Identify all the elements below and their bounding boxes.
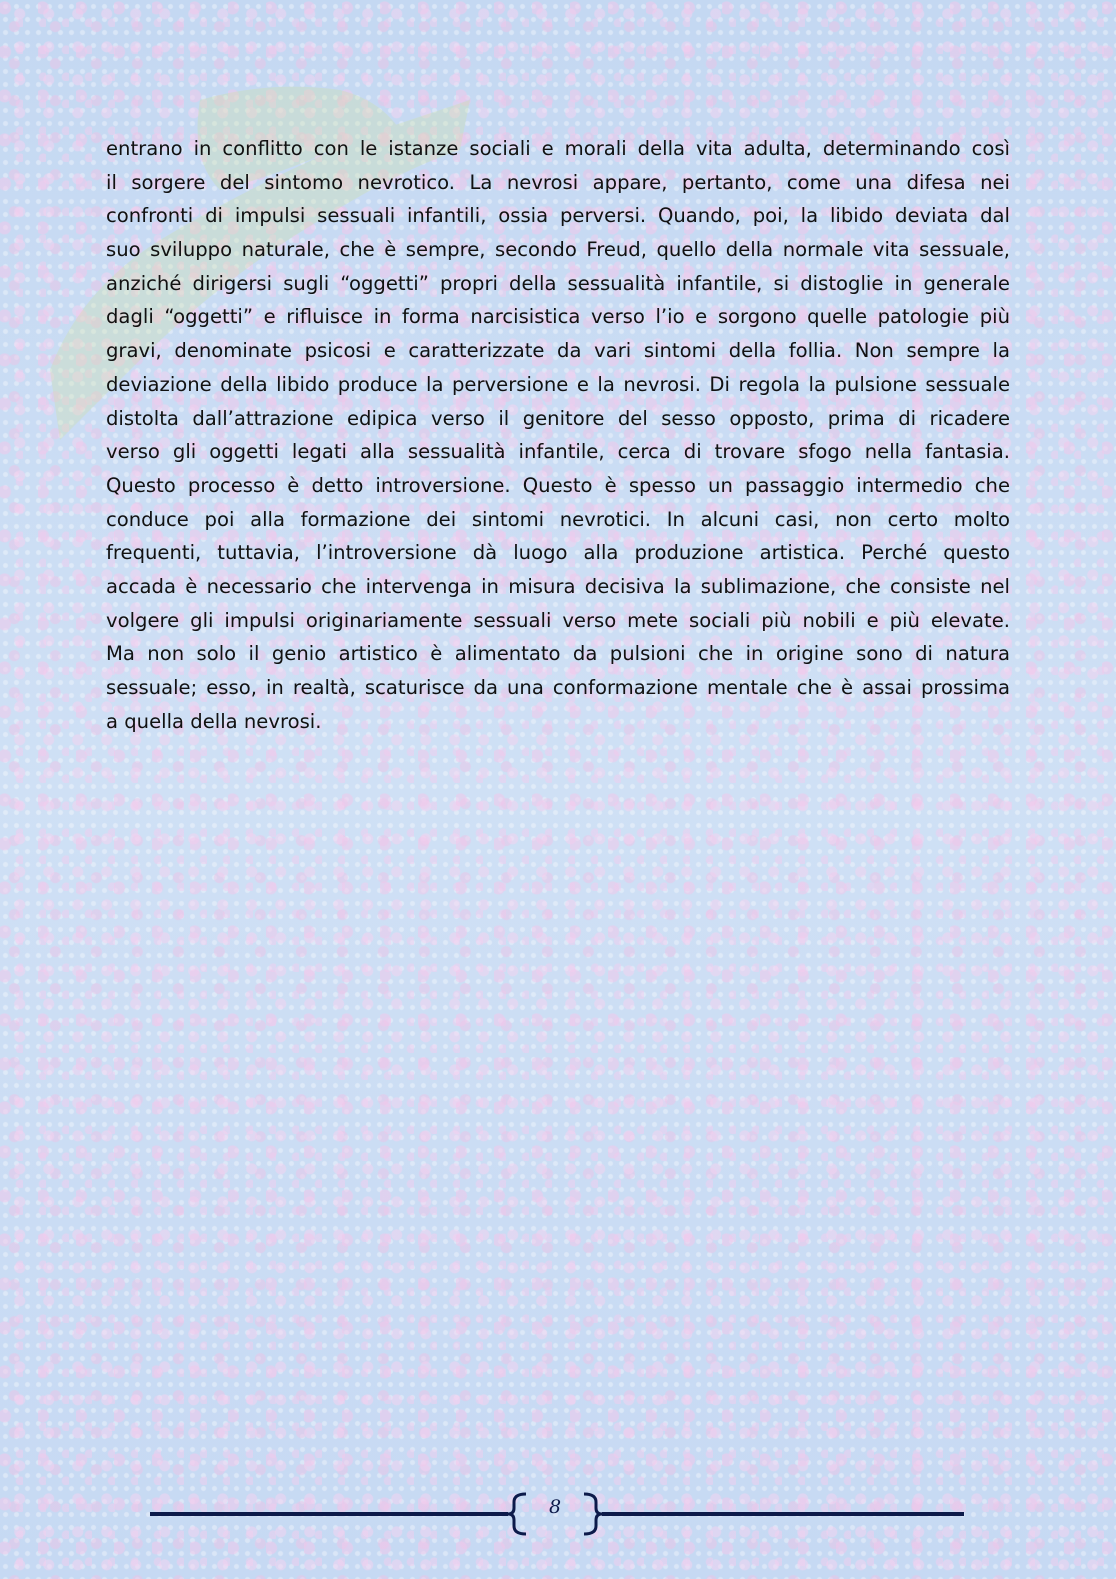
text-line: distolta dall’attrazione edipica verso il genitore del sesso opposto, prima di ricadere (106, 406, 1010, 430)
text-line: Ma non solo il genio artistico è alimentato da pulsioni che in origine sono di natura (106, 642, 1010, 666)
page-footer (0, 1490, 1116, 1540)
text-line: entrano in conflitto con le istanze sociali e morali della vita adulta, determinando così (106, 137, 1010, 160)
text-line: deviazione della libido produce la perversione e la nevrosi. Di regola la pulsione sessuale (106, 372, 1010, 396)
text-line: accada è necessario che intervenga in misura decisiva la sublimazione, che consiste nel (106, 574, 1010, 598)
text-line: conduce poi alla formazione dei sintomi nevrotici. In alcuni casi, non certo molto (106, 507, 1010, 531)
body-text (106, 132, 1010, 738)
page-number: 8 (548, 1496, 562, 1518)
text-line: verso gli oggetti legati alla sessualità infantile, cerca di trovare sfogo nella fantasia. (106, 440, 1010, 464)
text-line: Questo processo è detto introversione. Questo è spesso un passaggio intermedio che (106, 473, 1010, 497)
text-line: suo sviluppo naturale, che è sempre, secondo Freud, quello della normale vita sessuale, (106, 238, 1010, 262)
text-line: confronti di impulsi sessuali infantili, ossia perversi. Quando, poi, la libido deviata dal (106, 204, 1010, 228)
text-line: volgere gli impulsi originariamente sessuali verso mete sociali più nobili e più elevate. (106, 608, 1010, 632)
text-line: il sorgere del sintomo nevrotico. La nevrosi appare, pertanto, come una difesa nei (106, 170, 1010, 194)
text-line: anziché dirigersi sugli “oggetti” propri della sessualità infantile, si distoglie in generale (106, 271, 1010, 295)
text-line: gravi, denominate psicosi e caratterizzate da vari sintomi della follia. Non sempre la (106, 339, 1010, 363)
text-line-last: a quella della nevrosi. (106, 709, 322, 733)
text-line: frequenti, tuttavia, l’introversione dà luogo alla produzione artistica. Perché questo (106, 541, 1010, 565)
text-line: dagli “oggetti” e rifluisce in forma narcisistica verso l’io e sorgono quelle patologie più (106, 305, 1010, 329)
text-line: sessuale; esso, in realtà, scaturisce da una conformazione mentale che è assai prossima (106, 676, 1010, 699)
